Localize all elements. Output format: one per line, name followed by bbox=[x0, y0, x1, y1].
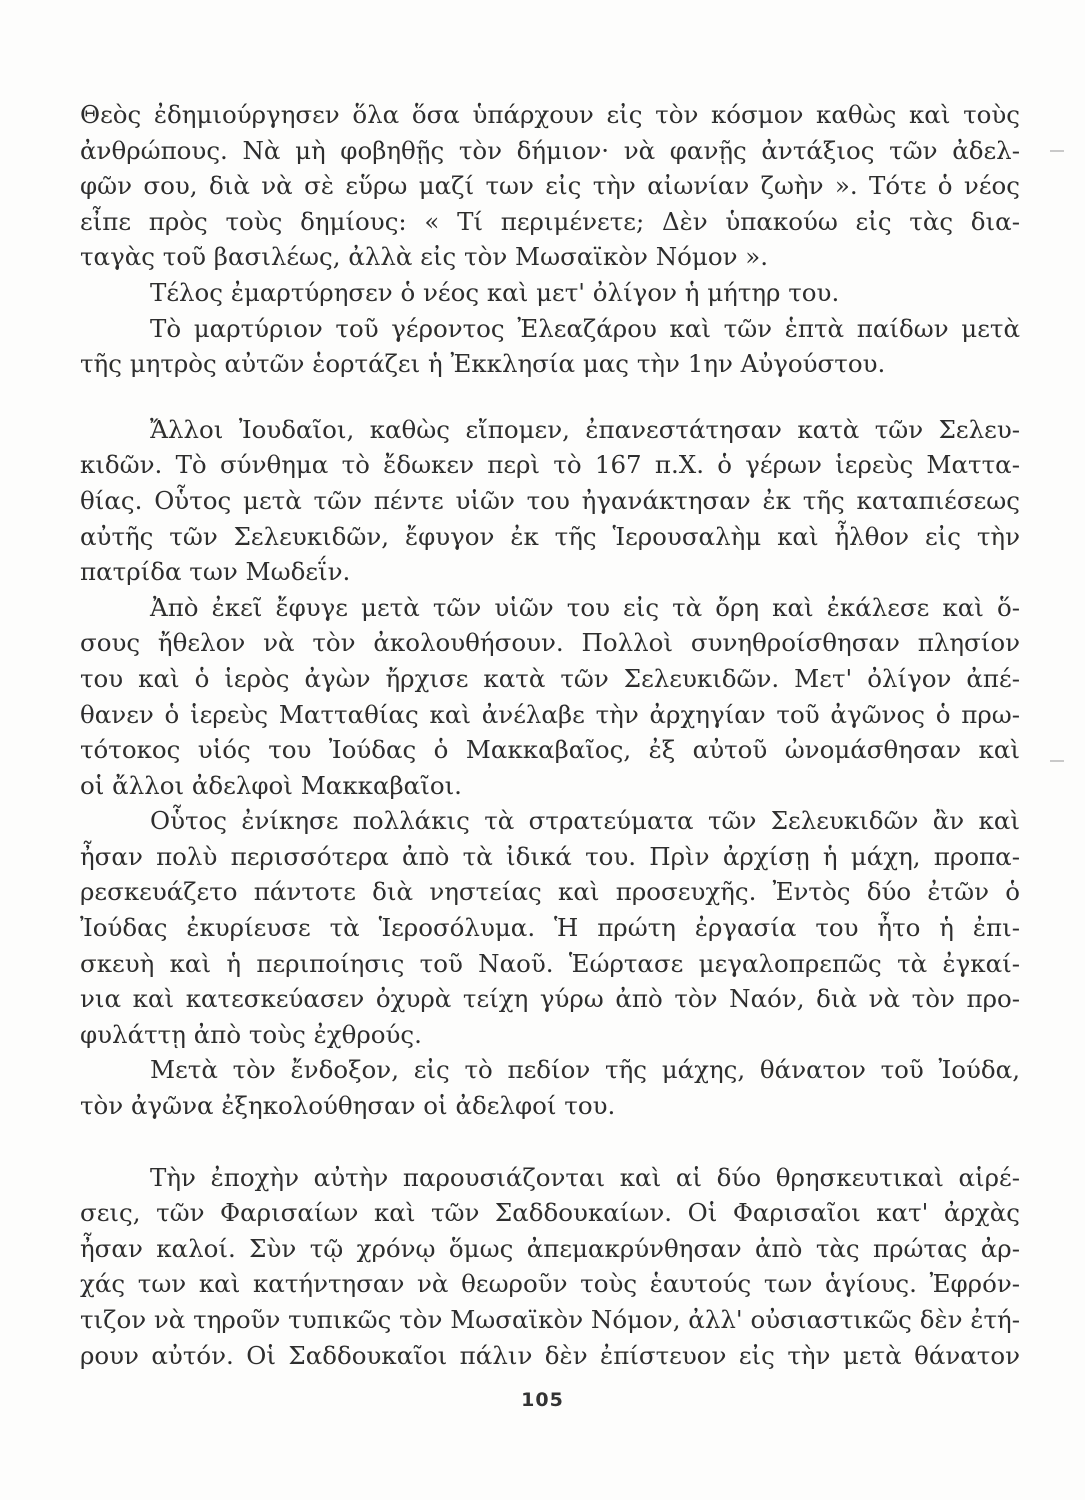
page-number: 105 bbox=[521, 1389, 564, 1411]
text-line: ἦσαν καλοί. Σὺν τῷ χρόνῳ ὅμως ἀπεμακρύνθησαν ἀπὸ τὰς πρώτας ἀρ- bbox=[80, 1233, 1020, 1263]
text-line: θίας. Οὗτος μετὰ τῶν πέντε υἱῶν του ἠγανάκτησαν ἐκ τῆς καταπιέσεως bbox=[80, 485, 1020, 515]
text-line: τιζον νὰ τηροῦν τυπικῶς τὸν Μωσαϊκὸν Νόμον, ἀλλ' οὐσιαστικῶς δὲν ἐτή- bbox=[80, 1305, 1020, 1334]
text-line: σκευὴ καὶ ἡ περιποίησις τοῦ Ναοῦ. Ἑώρτασε μεγαλοπρεπῶς τὰ ἐγκαί- bbox=[80, 948, 1020, 978]
paragraph-2 bbox=[80, 275, 1020, 311]
text-line: Θεὸς ἐδημιούργησεν ὅλα ὅσα ὑπάρχουν εἰς τὸν κόσμον καθὼς καὶ τοὺς bbox=[80, 100, 1020, 129]
text-line: τῆς μητρὸς αὐτῶν ἑορτάζει ἡ Ἐκκλησία μας τὴν 1ην Αὐγούστου. bbox=[80, 349, 886, 379]
paragraph-4 bbox=[80, 412, 1020, 590]
text-line: πατρίδα των Μωδεΐν. bbox=[80, 557, 351, 587]
text-line: Ἄλλοι Ἰουδαῖοι, καθὼς εἴπομεν, ἐπανεστάτησαν κατὰ τῶν Σελευ- bbox=[150, 414, 1020, 444]
text-line: ἀνθρώπους. Νὰ μὴ φοβηθῇς τὸν δήμιον· νὰ φανῇς ἀντάξιος τῶν ἀδελ- bbox=[80, 135, 1020, 165]
text-line: αὐτῆς τῶν Σελευκιδῶν, ἔφυγον ἐκ τῆς Ἱερουσαλὴμ καὶ ἦλθον εἰς τὴν bbox=[80, 521, 1020, 551]
text-line: Τὸ μαρτύριον τοῦ γέροντος Ἐλεαζάρου καὶ τῶν ἑπτὰ παίδων μετὰ bbox=[150, 313, 1020, 343]
text-line: του καὶ ὁ ἱερὸς ἀγὼν ἤρχισε κατὰ τῶν Σελευκιδῶν. Μετ' ὀλίγον ἀπέ- bbox=[80, 663, 1020, 693]
scan-mark bbox=[1050, 760, 1064, 762]
paragraph-3 bbox=[80, 311, 1020, 382]
body-text bbox=[80, 97, 1020, 1373]
paragraph-1 bbox=[80, 97, 1020, 275]
paragraph-6 bbox=[80, 803, 1020, 1052]
text-line: ταγὰς τοῦ βασιλέως, ἀλλὰ εἰς τὸν Μωσαϊκὸν Νόμον ». bbox=[80, 242, 769, 272]
text-line: Οὗτος ἐνίκησε πολλάκις τὰ στρατεύματα τῶν Σελευκιδῶν ἂν καὶ bbox=[150, 806, 1020, 836]
text-line: σους ἤθελον νὰ τὸν ἀκολουθήσουν. Πολλοὶ συνηθροίσθησαν πλησίον bbox=[80, 628, 1020, 658]
text-line: Ἀπὸ ἐκεῖ ἔφυγε μετὰ τῶν υἱῶν του εἰς τὰ ὄρη καὶ ἐκάλεσε καὶ ὅ- bbox=[150, 592, 1020, 622]
text-line: ἦσαν πολὺ περισσότερα ἀπὸ τὰ ἰδικά του. Πρὶν ἀρχίσῃ ἡ μάχη, προπα- bbox=[80, 841, 1020, 871]
text-line: κιδῶν. Τὸ σύνθημα τὸ ἔδωκεν περὶ τὸ 167 π.Χ. ὁ γέρων ἱερεὺς Ματτα- bbox=[80, 450, 1020, 480]
text-line: φυλάττῃ ἀπὸ τοὺς ἐχθρούς. bbox=[80, 1019, 422, 1049]
text-line: ρουν αὐτόν. Οἱ Σαδδουκαῖοι πάλιν δὲν ἐπίστευον εἰς τὴν μετὰ θάνατον bbox=[80, 1340, 1020, 1370]
text-line: χάς των καὶ κατήντησαν νὰ θεωροῦν τοὺς ἑαυτούς των ἁγίους. Ἐφρόν- bbox=[80, 1269, 1020, 1299]
paragraph-8 bbox=[80, 1160, 1020, 1374]
text-line: Ἰούδας ἐκυρίευσε τὰ Ἱεροσόλυμα. Ἡ πρώτη ἐργασία του ἦτο ἡ ἐπι- bbox=[80, 913, 1020, 943]
text-line: φῶν σου, διὰ νὰ σὲ εὕρω μαζί των εἰς τὴν αἰωνίαν ζωὴν ». Τότε ὁ νέος bbox=[80, 171, 1020, 201]
text-line: εἶπε πρὸς τοὺς δημίους: « Τί περιμένετε; Δὲν ὑπακούω εἰς τὰς δια- bbox=[80, 206, 1020, 236]
text-line: τὸν ἀγῶνα ἐξηκολούθησαν οἱ ἀδελφοί του. bbox=[80, 1091, 616, 1121]
section-gap bbox=[80, 382, 1020, 412]
text-line: θανεν ὁ ἱερεὺς Ματταθίας καὶ ἀνέλαβε τὴν ἀρχηγίαν τοῦ ἀγῶνος ὁ πρω- bbox=[80, 699, 1020, 729]
text-line: οἱ ἄλλοι ἀδελφοὶ Μακκαβαῖοι. bbox=[80, 770, 462, 800]
scan-mark bbox=[1050, 150, 1064, 152]
text-line: σεις, τῶν Φαρισαίων καὶ τῶν Σαδδουκαίων. Οἱ Φαρισαῖοι κατ' ἀρχὰς bbox=[80, 1198, 1020, 1228]
paragraph-7 bbox=[80, 1052, 1020, 1123]
text-line: ρεσκευάζετο πάντοτε διὰ νηστείας καὶ προσευχῆς. Ἐντὸς δύο ἐτῶν ὁ bbox=[80, 877, 1020, 907]
text-line: Τέλος ἐμαρτύρησεν ὁ νέος καὶ μετ' ὀλίγον ἡ μήτηρ του. bbox=[150, 277, 840, 307]
section-gap bbox=[80, 1124, 1020, 1160]
text-line: νια καὶ κατεσκεύασεν ὀχυρὰ τείχη γύρω ἀπὸ τὸν Ναόν, διὰ νὰ τὸν προ- bbox=[80, 984, 1020, 1014]
text-line: Μετὰ τὸν ἔνδοξον, εἰς τὸ πεδίον τῆς μάχης, θάνατον τοῦ Ἰούδα, bbox=[150, 1055, 1020, 1085]
text-line: τότοκος υἱός του Ἰούδας ὁ Μακκαβαῖος, ἐξ αὐτοῦ ὠνομάσθησαν καὶ bbox=[80, 735, 1020, 765]
paragraph-5 bbox=[80, 590, 1020, 804]
text-line: Τὴν ἐποχὴν αὐτὴν παρουσιάζονται καὶ αἱ δύο θρησκευτικαὶ αἱρέ- bbox=[150, 1162, 1020, 1192]
